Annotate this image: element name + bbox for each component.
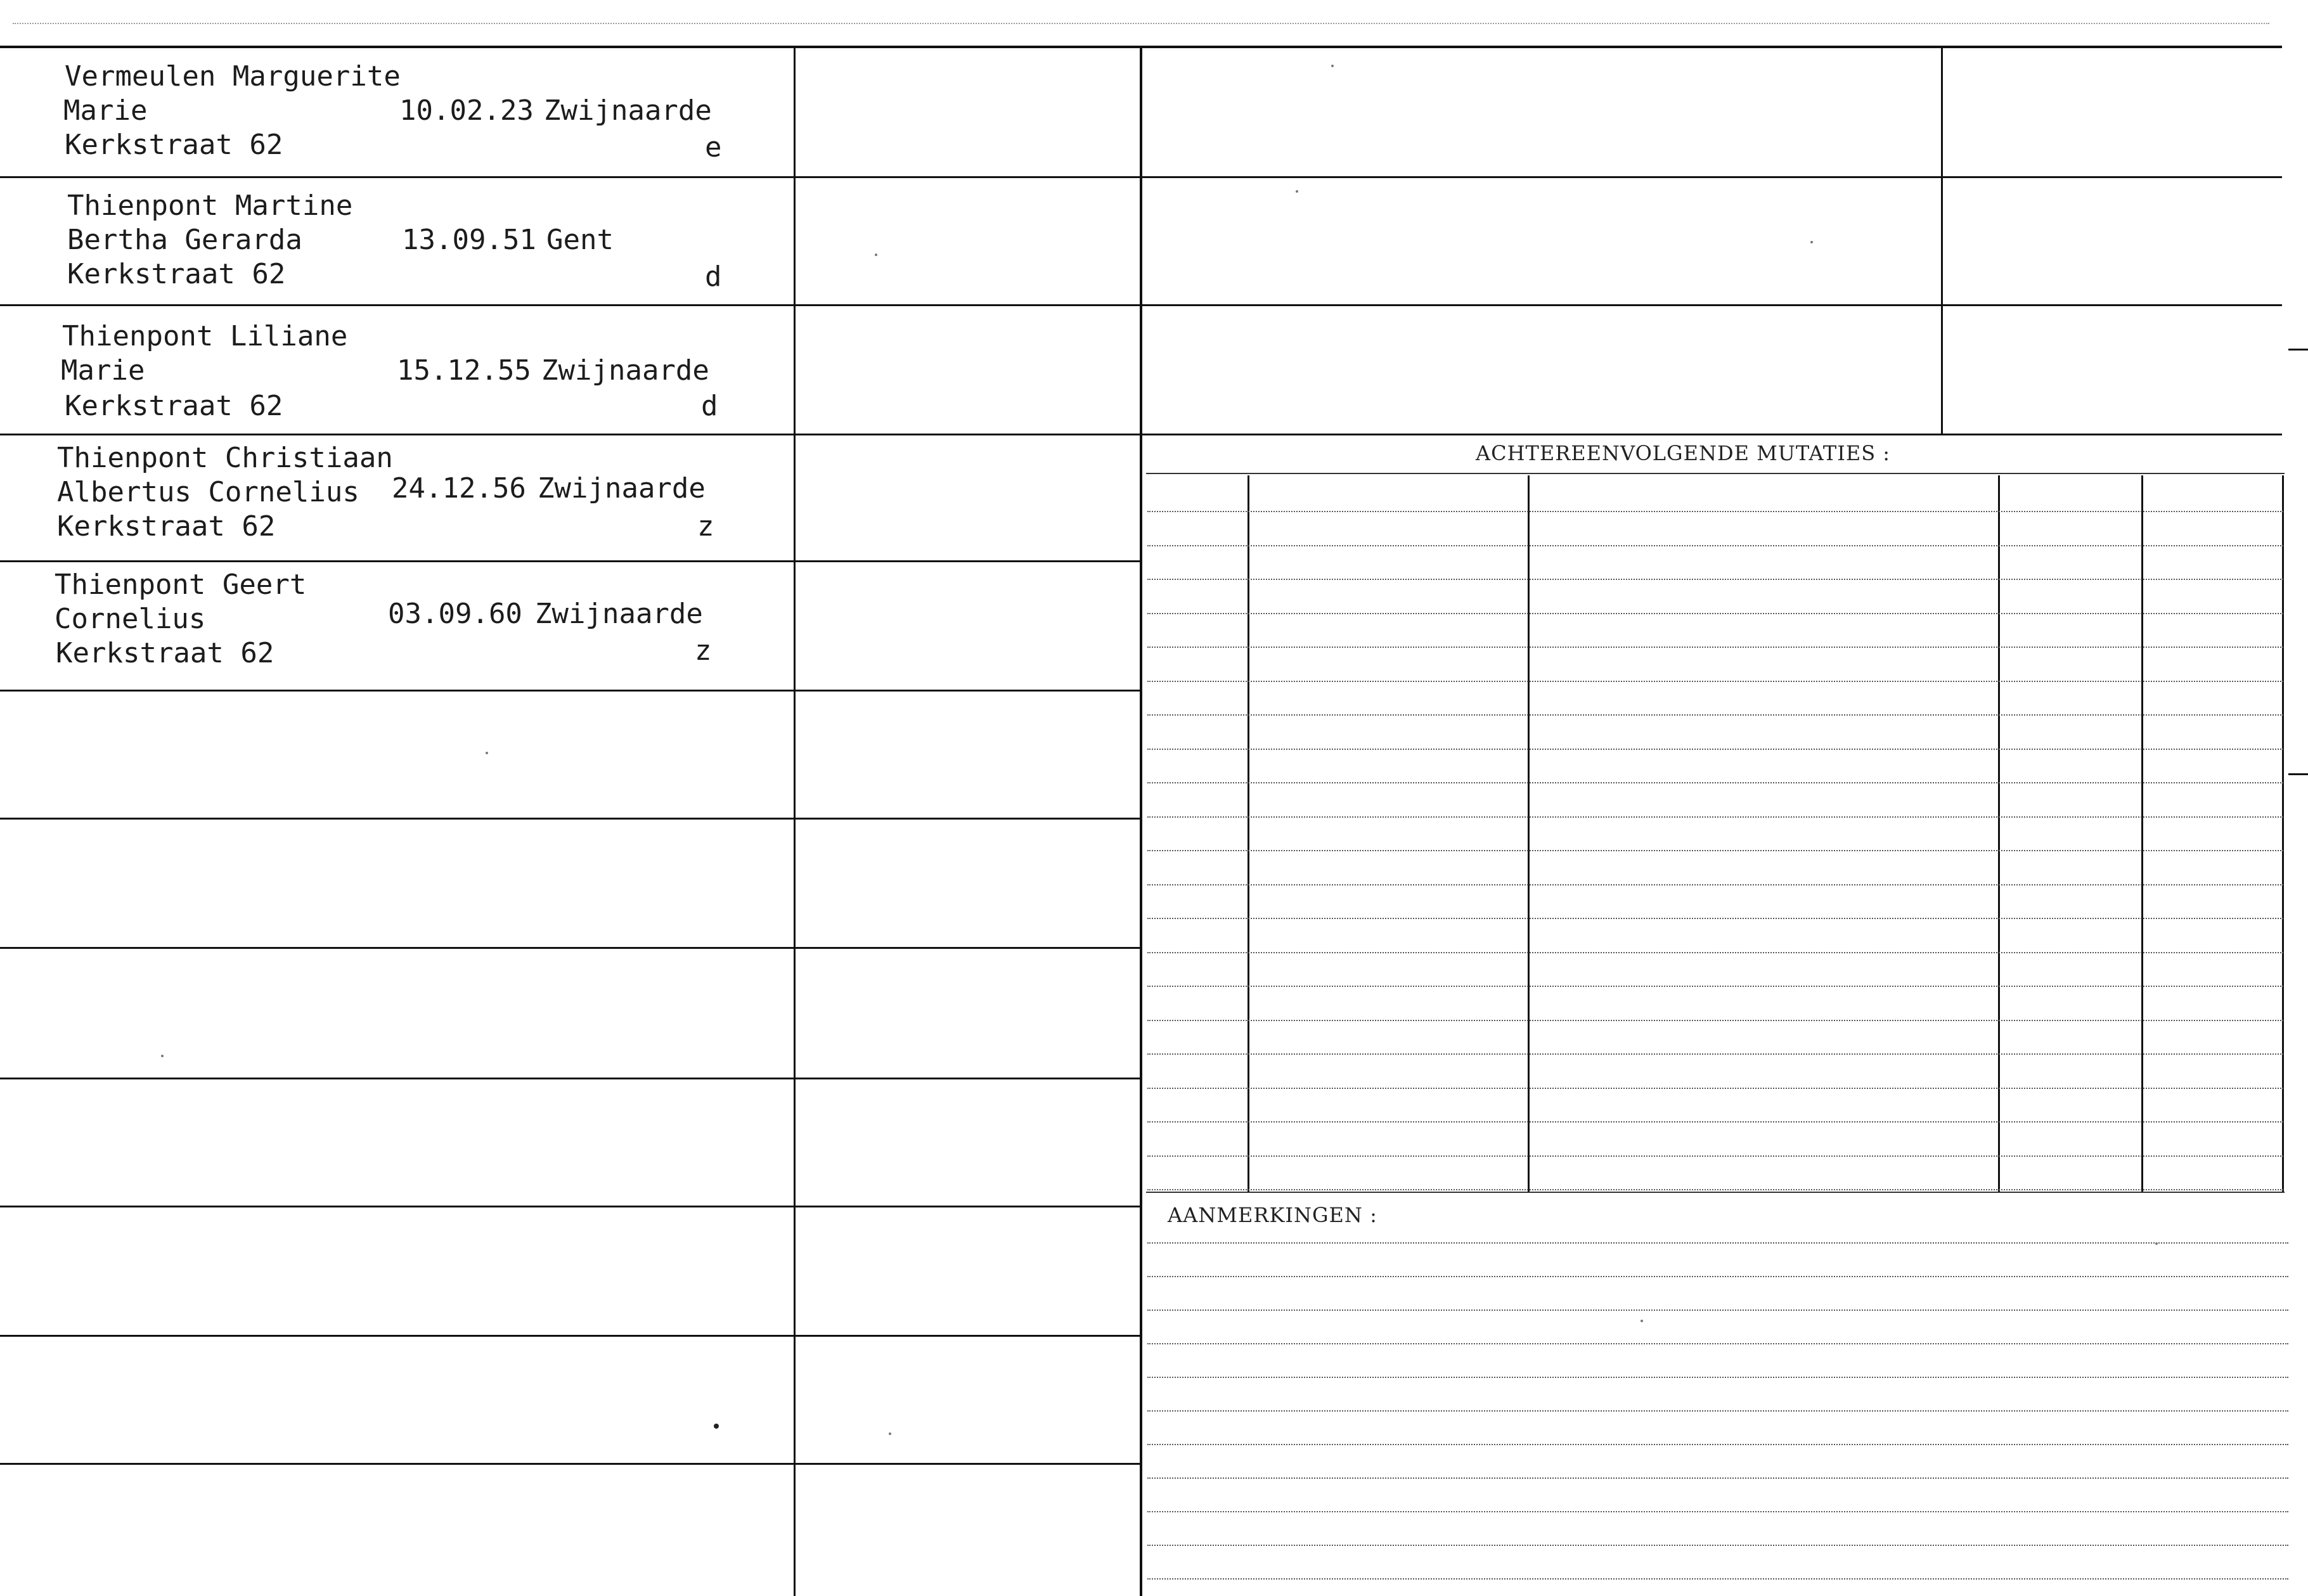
mutations-title: ACHTEREENVOLGENDE MUTATIES : [1476,441,1891,465]
dotted-rule [1147,1477,2288,1479]
row-rule [0,1206,1141,1207]
person-name-line: Vermeulen Marguerite [65,60,401,93]
right-row-rule [1141,176,2282,178]
person-birth-date: 03.09.60 [388,598,522,630]
dotted-rule [1147,1242,2288,1244]
dotted-rule [1147,1020,2283,1021]
person-address: Kerkstraat 62 [67,258,286,290]
row-rule [0,1463,1141,1465]
person-birth-date: 24.12.56 [392,472,526,505]
person-given-names: Marie [63,94,148,127]
dotted-rule [1147,986,2283,987]
dotted-rule [1147,1444,2288,1445]
dotted-rule [1147,579,2283,580]
right-upper-divider [1941,48,1943,434]
scan-speck [1331,65,1334,67]
dotted-rule [1147,1053,2283,1055]
right-row-rule [1141,304,2282,306]
person-name-line: Thienpont Christiaan [57,442,393,474]
person-birth-place: Zwijnaarde [541,354,709,387]
dotted-rule [1147,714,2283,716]
dotted-rule [1147,545,2283,546]
remarks-title: AANMERKINGEN : [1168,1203,1377,1227]
person-birth-place: Zwijnaarde [538,472,706,505]
row-rule [0,947,1141,949]
person-address: Kerkstraat 62 [65,390,283,422]
person-birth-date: 13.09.51 [402,224,536,256]
dotted-rule [1147,1511,2288,1512]
dotted-rule [1147,1189,2283,1190]
dotted-rule [1147,1310,2288,1311]
dotted-rule [1147,647,2283,648]
person-given-names: Albertus Cornelius [57,476,359,508]
scan-speck [486,752,488,754]
person-given-names: Cornelius [55,603,206,635]
dotted-rule [1147,952,2283,953]
person-address: Kerkstraat 62 [56,637,274,669]
person-code: d [701,390,718,422]
edge-tick [2288,349,2308,351]
scan-speck [1810,241,1813,243]
dotted-rule [1147,884,2283,885]
mutations-col-line [2141,475,2143,1192]
scan-speck [889,1432,891,1435]
mutations-col-line [1528,475,1530,1192]
dotted-rule [1147,816,2283,818]
dotted-rule [1147,782,2283,783]
row-rule [0,690,1141,692]
person-birth-place: Zwijnaarde [544,94,712,127]
scan-speck [875,254,877,256]
dotted-rule [1147,1377,2288,1378]
mutations-col-line [2282,475,2284,1192]
dotted-rule [1147,918,2283,919]
dotted-rule [1147,850,2283,851]
person-birth-place: Zwijnaarde [535,598,703,630]
dotted-rule [1147,1343,2288,1344]
row-rule [0,434,1141,435]
person-name-line: Thienpont Martine [67,190,353,222]
scan-speck [161,1055,164,1057]
dotted-rule [1147,1155,2283,1157]
scan-speck [1641,1320,1643,1322]
person-code: z [695,634,712,667]
person-code: d [705,261,722,293]
center-column-divider [1140,48,1142,1596]
row-rule [0,1335,1141,1337]
row-rule [0,304,1141,306]
dotted-rule [1147,613,2283,614]
dotted-rule [1147,681,2283,682]
mutations-bottom-rule [1146,1192,2285,1193]
dotted-rule [1147,1276,2288,1277]
mutations-col-line [1998,475,2000,1192]
person-given-names: Marie [61,354,145,387]
dotted-rule [1147,1410,2288,1412]
scan-speck [1296,190,1298,193]
edge-tick [2288,773,2308,775]
dotted-rule [1147,1578,2288,1580]
person-birth-place: Gent [546,224,614,256]
dotted-rule [1147,1121,2283,1123]
scan-artifact-line [13,23,2269,24]
dotted-rule [1147,749,2283,750]
row-rule [0,1078,1141,1079]
row-rule [0,818,1141,820]
person-given-names: Bertha Gerarda [67,224,302,256]
left-column-divider [794,48,796,1596]
person-birth-date: 10.02.23 [399,94,534,127]
mutations-col-line [1247,475,1249,1192]
person-birth-date: 15.12.55 [397,354,531,387]
scan-speck [2155,1242,2158,1245]
person-code: z [697,510,714,543]
mutations-top-rule [1146,473,2285,474]
person-address: Kerkstraat 62 [65,129,283,161]
person-code: e [705,131,722,164]
scan-speck [714,1424,719,1429]
dotted-rule [1147,1545,2288,1546]
row-rule [0,176,1141,178]
person-name-line: Thienpont Liliane [62,320,348,352]
row-rule [0,560,1141,562]
person-name-line: Thienpont Geert [55,569,307,601]
person-address: Kerkstraat 62 [57,510,276,543]
dotted-rule [1147,1088,2283,1089]
right-row-rule [1141,434,2282,435]
dotted-rule [1147,511,2283,512]
